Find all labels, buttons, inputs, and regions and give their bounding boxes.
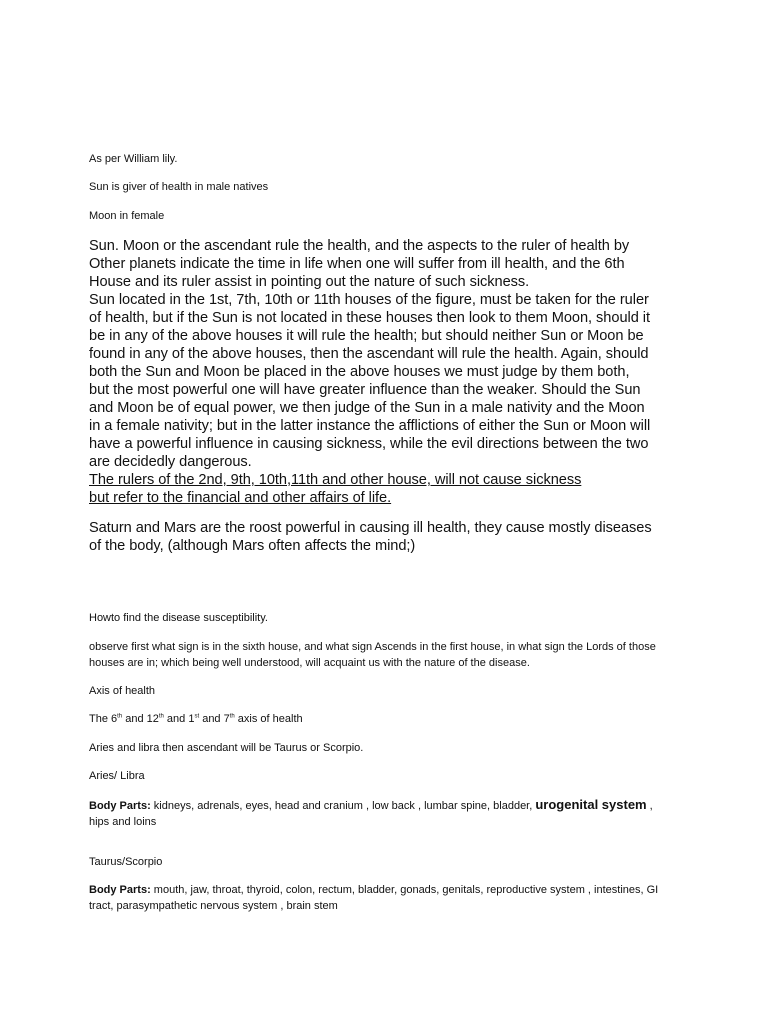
body-parts-line-2: hips and loins bbox=[89, 816, 157, 828]
aries-body-parts bbox=[89, 797, 653, 830]
main-paragraph bbox=[89, 237, 650, 507]
aries-libra-note: Aries and libra then ascendant will be Taurus or Scorpio. bbox=[89, 742, 364, 754]
body-parts-label: Body Parts: bbox=[89, 800, 151, 812]
observe-paragraph bbox=[89, 639, 656, 671]
paragraph-line: Sun. Moon or the ascendant rule the health, and the aspects to the ruler of health by bbox=[89, 238, 630, 254]
axis-line: The 6th and 12th and 1st and 7th axis of health bbox=[89, 713, 303, 725]
underlined-line: but refer to the financial and other affairs of life. bbox=[89, 490, 392, 506]
paragraph-line: but the most powerful one will have greater influence than the weaker. Should the Sun bbox=[89, 382, 641, 398]
body-parts-line-2: tract, parasympathetic nervous system , brain stem bbox=[89, 900, 338, 912]
paragraph-line: and Moon be of equal power, we then judge of the Sun in a male nativity and the Moon bbox=[89, 400, 645, 416]
intro-line-2: Sun is giver of health in male natives bbox=[89, 181, 269, 193]
paragraph-line: found in any of the above houses, then the ascendant will rule the health. Again, should bbox=[89, 346, 649, 362]
paragraph-line: Other planets indicate the time in life when one will suffer from ill health, and the 6th bbox=[89, 256, 625, 272]
paragraph-line: observe first what sign is in the sixth house, and what sign Ascends in the first house, in what sign the Lords of those bbox=[89, 641, 656, 653]
aries-libra-heading: Aries/ Libra bbox=[89, 770, 145, 782]
body-parts-line: Body Parts: mouth, jaw, throat, thyroid, colon, rectum, bladder, gonads, genitals, reproductive system , intestines, GI bbox=[89, 884, 659, 896]
saturn-mars-paragraph bbox=[89, 519, 652, 555]
paragraph-line: in a female nativity; but in the latter instance the afflictions of either the Sun or Moon will bbox=[89, 418, 651, 434]
paragraph-line: Saturn and Mars are the roost powerful in causing ill health, they cause mostly diseases bbox=[89, 520, 652, 536]
paragraph-line: House and its ruler assist in pointing out the nature of such sickness. bbox=[89, 274, 530, 290]
paragraph-line: are decidedly dangerous. bbox=[89, 454, 252, 470]
intro-line-1: As per William lily. bbox=[89, 153, 178, 165]
paragraph-line: houses are in; which being well understood, will acquaint us with the nature of the disease. bbox=[89, 657, 530, 669]
body-parts-line: Body Parts: kidneys, adrenals, eyes, head and cranium , low back , lumbar spine, bladder, urogenital system , bbox=[89, 797, 653, 812]
paragraph-line: be in any of the above houses it will rule the health; but should neither Sun or Moon be bbox=[89, 328, 644, 344]
how-to-heading: Howto find the disease susceptibility. bbox=[89, 612, 268, 624]
taurus-scorpio-heading: Taurus/Scorpio bbox=[89, 856, 163, 868]
paragraph-line: both the Sun and Moon be placed in the above houses we must judge by them both, bbox=[89, 364, 630, 380]
taurus-body-parts bbox=[89, 882, 658, 914]
underlined-line: The rulers of the 2nd, 9th, 10th,11th and other house, will not cause sickness bbox=[89, 472, 582, 488]
paragraph-line: of health, but if the Sun is not located in these houses then look to them Moon, should it bbox=[89, 310, 650, 326]
body-parts-label: Body Parts: bbox=[89, 884, 151, 896]
paragraph-line: have a powerful influence in causing sickness, while the evil directions between the two bbox=[89, 436, 649, 452]
paragraph-line: Sun located in the 1st, 7th, 10th or 11th houses of the figure, must be taken for the ruler bbox=[89, 292, 649, 308]
intro-line-3: Moon in female bbox=[89, 210, 165, 222]
axis-heading: Axis of health bbox=[89, 685, 156, 697]
paragraph-line: of the body, (although Mars often affects the mind;) bbox=[89, 538, 416, 554]
urogenital-highlight: urogenital system bbox=[535, 797, 647, 812]
